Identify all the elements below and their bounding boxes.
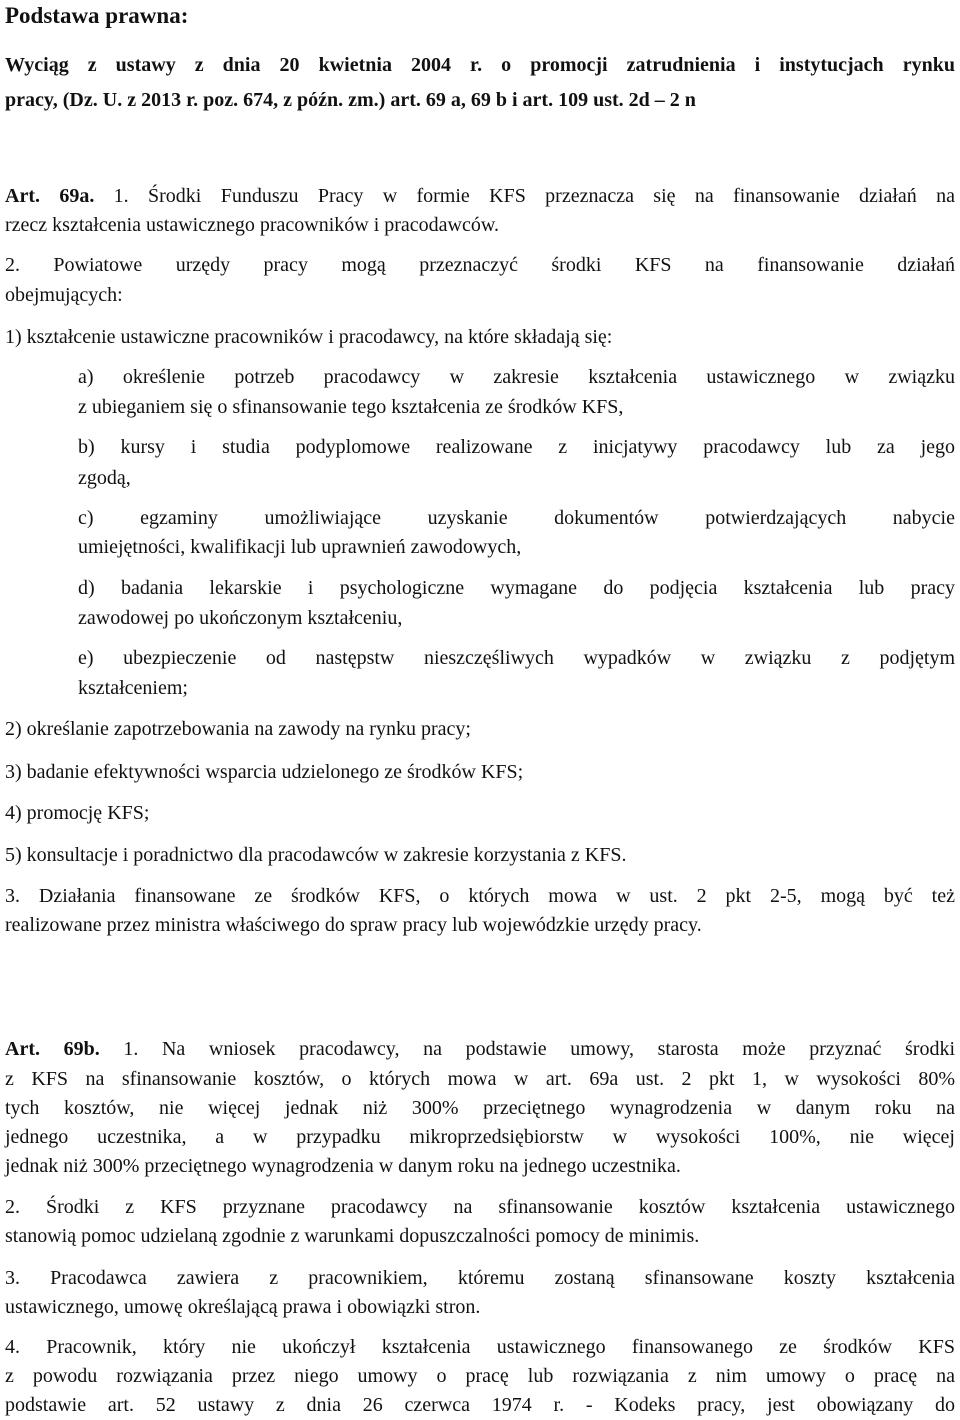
art69a-ust2-line-1: 2. Powiatowe urzędy pracy mogą przeznaczyć środki KFS na finansowanie działań <box>5 254 955 276</box>
art69a-ust2-line-2: obejmujących: <box>5 284 123 306</box>
source-line-1: Wyciąg z ustawy z dnia 20 kwietnia 2004 r. o promocji zatrudnienia i instytucjach rynku <box>5 54 955 76</box>
art69a-ust1-line-2: rzecz kształcenia ustawicznego pracowników i pracodawców. <box>5 214 500 236</box>
art69a-item-4: 4) promocję KFS; <box>5 802 150 824</box>
art69a-item-2: 2) określanie zapotrzebowania na zawody na rynku pracy; <box>5 718 471 740</box>
art69a-sub-c-line-2: umiejętności, kwalifikacji lub uprawnień zawodowych, <box>78 536 522 558</box>
art69a-sub-b-line-2: zgodą, <box>78 467 131 489</box>
art69a-sub-d-line-1: d) badania lekarskie i psychologiczne wymagane do podjęcia kształcenia lub pracy <box>78 577 955 599</box>
art69a-sub-e-line-1: e) ubezpieczenie od następstw nieszczęśliwych wypadków w związku z podjętym <box>78 647 955 669</box>
art69a-item-5: 5) konsultacje i poradnictwo dla pracodawców w zakresie korzystania z KFS. <box>5 844 627 866</box>
source-line-2: pracy, (Dz. U. z 2013 r. poz. 674, z późn. zm.) art. 69 a, 69 b i art. 109 ust. 2d – 2 n <box>5 89 696 111</box>
art69a-sub-c-line-1: c) egzaminy umożliwiające uzyskanie dokumentów potwierdzających nabycie <box>78 507 955 529</box>
art69b-ust1-line-4: jednego uczestnika, a w przypadku mikroprzedsiębiorstw w wysokości 100%, nie więcej <box>5 1126 955 1148</box>
art69a-sub-a-line-1: a) określenie potrzeb pracodawcy w zakresie kształcenia ustawicznego w związku <box>78 366 955 388</box>
art69b-ust4-line-2: z powodu rozwiązania przez niego umowy o pracę lub rozwiązania z nim umowy o pracę na <box>5 1365 955 1387</box>
art69a-label: Art. 69a. <box>5 185 95 207</box>
art69a-sub-e-line-2: kształceniem; <box>78 677 188 699</box>
art69b-ust1-line-5: jednak niż 300% przeciętnego wynagrodzenia w danym roku na jednego uczestnika. <box>5 1155 681 1177</box>
art69b-ust4-line-3: podstawie art. 52 ustawy z dnia 26 czerwca 1974 r. - Kodeks pracy, jest obowiązany do <box>5 1394 955 1416</box>
art69b-ust3-line-2: ustawicznego, umowę określającą prawa i obowiązki stron. <box>5 1296 481 1318</box>
page-heading: Podstawa prawna: <box>5 3 189 28</box>
art69b-ust2-line-1: 2. Środki z KFS przyznane pracodawcy na sfinansowanie kosztów kształcenia ustawicznego <box>5 1196 955 1218</box>
art69b-ust1-line-1 <box>5 1037 955 1061</box>
art69b-ust4-line-1: 4. Pracownik, który nie ukończył kształcenia ustawicznego finansowanego ze środków KFS <box>5 1336 955 1358</box>
art69b-ust1-line-3: tych kosztów, nie więcej jednak niż 300% przeciętnego wynagrodzenia w danym roku na <box>5 1097 955 1119</box>
art69a-ust1-line-1 <box>5 184 955 208</box>
art69a-sub-d-line-2: zawodowej po ukończonym kształceniu, <box>78 607 403 629</box>
art69b-label: Art. 69b. <box>5 1038 100 1060</box>
art69a-item-1: 1) kształcenie ustawiczne pracowników i pracodawcy, na które składają się: <box>5 326 613 348</box>
art69a-item-3: 3) badanie efektywności wsparcia udzielonego ze środków KFS; <box>5 761 524 783</box>
art69b-ust1-line-2: z KFS na sfinansowanie kosztów, o których mowa w art. 69a ust. 2 pkt 1, w wysokości 80% <box>5 1068 955 1090</box>
art69a-ust1-text: 1. Środki Funduszu Pracy w formie KFS przeznacza się na finansowanie działań na <box>113 185 956 207</box>
art69a-ust3-line-1: 3. Działania finansowane ze środków KFS, o których mowa w ust. 2 pkt 2-5, mogą być też <box>5 885 955 907</box>
art69b-ust2-line-2: stanowią pomoc udzielaną zgodnie z warunkami dopuszczalności pomocy de minimis. <box>5 1225 700 1247</box>
art69a-sub-b-line-1: b) kursy i studia podyplomowe realizowane z inicjatywy pracodawcy lub za jego <box>78 436 955 458</box>
art69b-ust1-text: 1. Na wniosek pracodawcy, na podstawie umowy, starosta może przyznać środki <box>123 1038 956 1060</box>
art69a-sub-a-line-2: z ubieganiem się o sfinansowanie tego kształcenia ze środków KFS, <box>78 396 624 418</box>
art69b-ust3-line-1: 3. Pracodawca zawiera z pracownikiem, któremu zostaną sfinansowane koszty kształcenia <box>5 1267 955 1289</box>
art69a-ust3-line-2: realizowane przez ministra właściwego do spraw pracy lub wojewódzkie urzędy pracy. <box>5 914 702 936</box>
